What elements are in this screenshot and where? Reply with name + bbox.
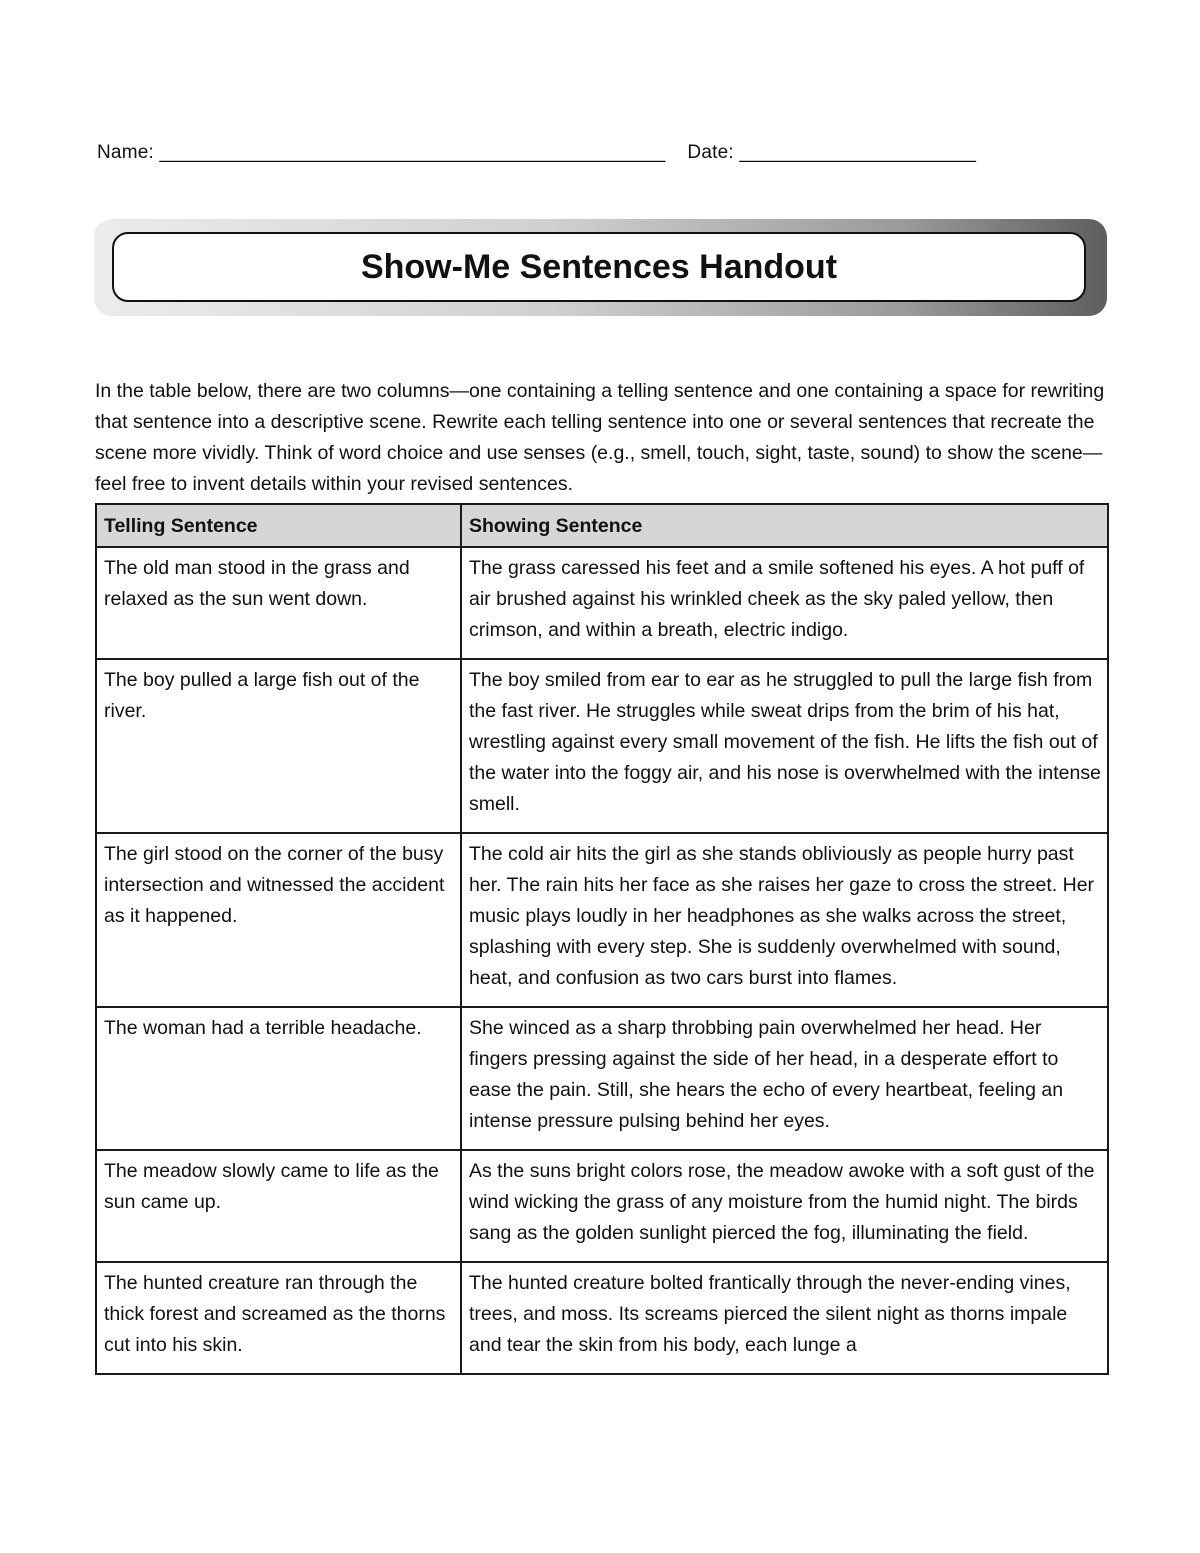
table-row [96,1150,1108,1262]
table-header-row [96,504,1108,547]
header-showing: Showing Sentence [461,504,1108,547]
showing-cell[interactable]: The grass caressed his feet and a smile softened his eyes. A hot puff of air brushed against his wrinkled cheek as the sky paled yellow, then crimson, and within a breath, electric indigo. [461,547,1108,659]
page-title: Show-Me Sentences Handout [360,247,838,286]
showing-cell[interactable]: The hunted creature bolted frantically through the never-ending vines, trees, and moss. Its screams pierced the silent night as thorns impale and tear the skin from his body, each lunge a [461,1262,1108,1374]
telling-cell: The woman had a terrible headache. [96,1007,461,1150]
name-field[interactable]: _______________________________________________ [159,142,666,163]
date-field[interactable]: ______________________ [739,142,977,163]
instructions: In the table below, there are two columns—one containing a telling sentence and one containing a space for rewriting that sentence into a descriptive scene. Rewrite each telling sentence into one or several sentences that recreate the scene more vividly. Think of word choice and use senses (e.g., smell, touch, sight, taste, sound) to show the scene—feel free to invent details within your revised sentences. [95,380,1105,495]
telling-cell: The girl stood on the corner of the busy intersection and witnessed the accident as it happened. [96,833,461,1007]
sentences-table [95,503,1109,1375]
table-row [96,547,1108,659]
table-row [96,1262,1108,1374]
showing-cell[interactable]: As the suns bright colors rose, the meadow awoke with a soft gust of the wind wicking the grass of any moisture from the humid night. The birds sang as the golden sunlight pierced the fog, illuminating the field. [461,1150,1108,1262]
name-label: Name: [97,142,154,163]
showing-cell[interactable]: She winced as a sharp throbbing pain overwhelmed her head. Her fingers pressing against the side of her head, in a desperate effort to ease the pain. Still, she hears the echo of every heartbeat, feeling an intense pressure pulsing behind her eyes. [461,1007,1108,1150]
telling-cell: The boy pulled a large fish out of the river. [96,659,461,833]
table-row [96,659,1108,833]
telling-cell: The old man stood in the grass and relaxed as the sun went down. [96,547,461,659]
showing-cell[interactable]: The cold air hits the girl as she stands obliviously as people hurry past her. The rain hits her face as she raises her gaze to cross the street. Her music plays loudly in her headphones as she walks across the street, splashing with every step. She is suddenly overwhelmed with sound, heat, and confusion as two cars burst into flames. [461,833,1108,1007]
header-telling: Telling Sentence [96,504,461,547]
table-row [96,833,1108,1007]
showing-cell[interactable]: The boy smiled from ear to ear as he struggled to pull the large fish from the fast river. He struggles while sweat drips from the brim of his hat, wrestling against every small movement of the fish. He lifts the fish out of the water into the foggy air, and his nose is overwhelmed with the intense smell. [461,659,1108,833]
date-label: Date: [687,142,734,163]
table-row [96,1007,1108,1150]
title-box [112,232,1086,302]
telling-cell: The meadow slowly came to life as the sun came up. [96,1150,461,1262]
telling-cell: The hunted creature ran through the thick forest and screamed as the thorns cut into his skin. [96,1262,461,1374]
name-date-line [97,142,976,164]
